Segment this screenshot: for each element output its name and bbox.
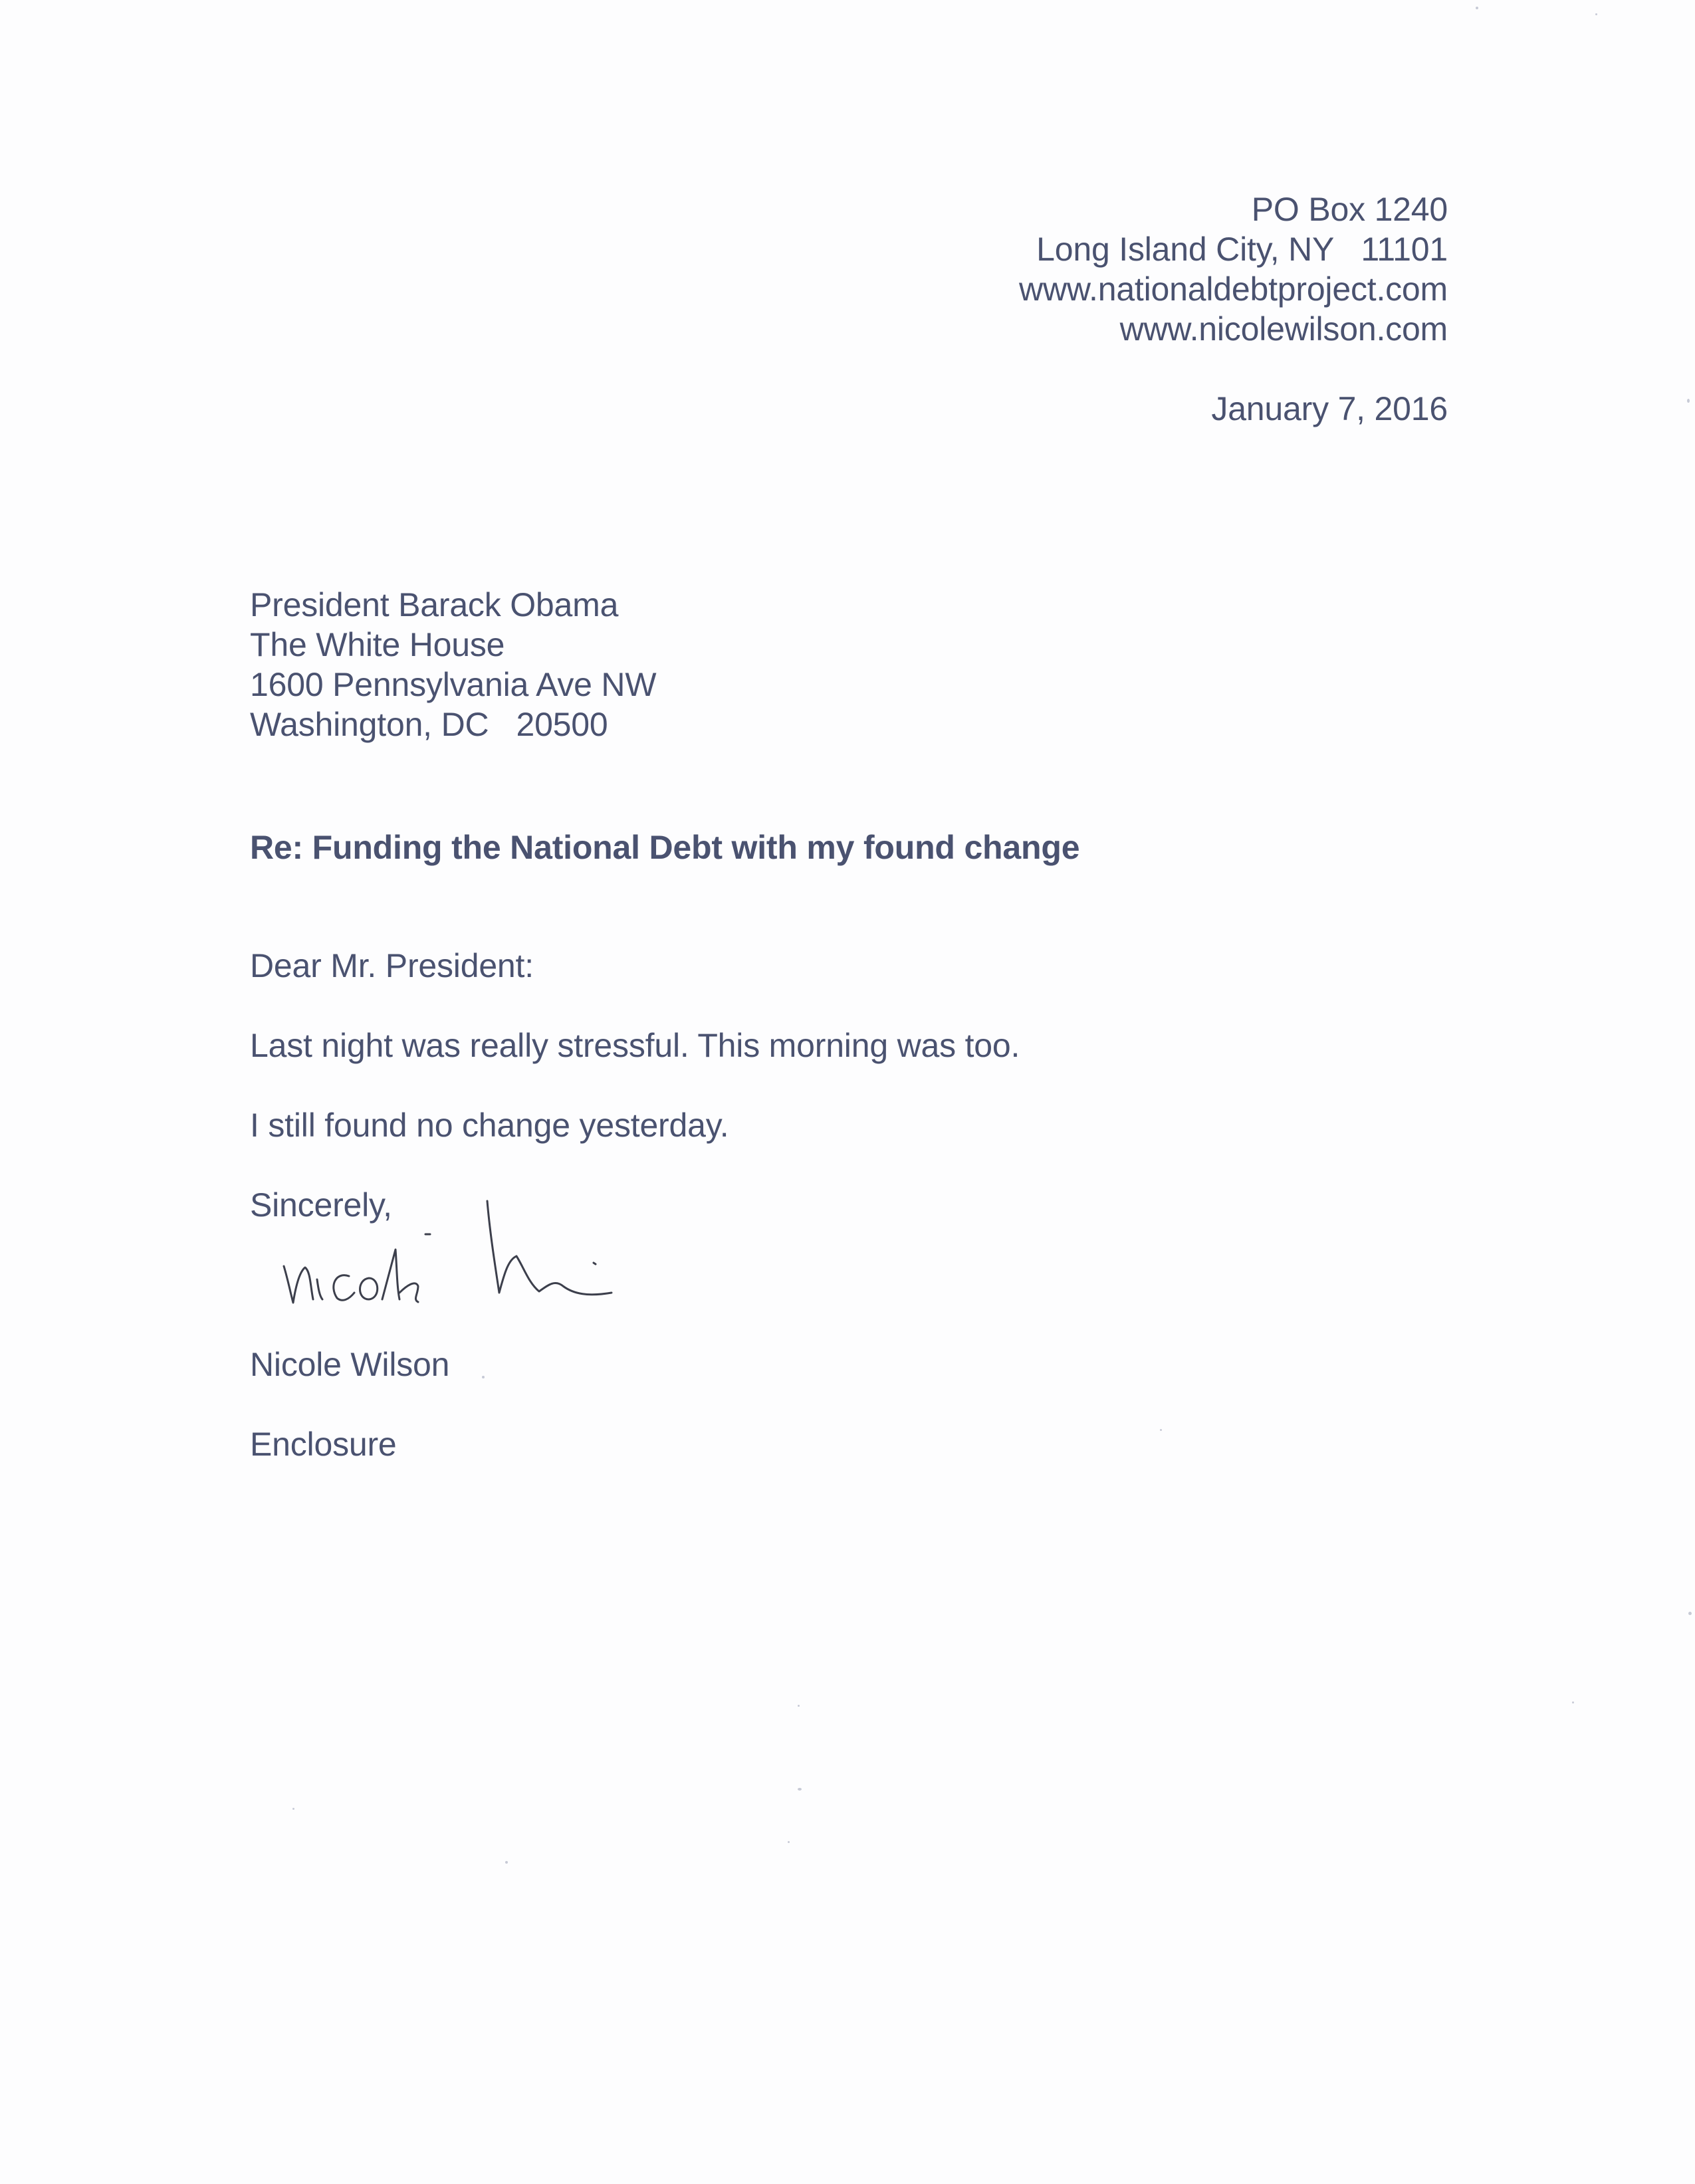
scan-speck bbox=[1572, 1701, 1574, 1703]
body-paragraph-1: Last night was really stressful. This morning was too. bbox=[250, 1027, 1020, 1064]
sender-address-line2: Long Island City, NY 11101 bbox=[1036, 231, 1448, 268]
recipient-city: Washington, DC 20500 bbox=[250, 706, 608, 743]
sender-website-2: www.nicolewilson.com bbox=[1119, 310, 1448, 348]
scan-speck bbox=[798, 1788, 802, 1791]
sender-website-1: www.nationaldebtproject.com bbox=[1019, 271, 1448, 308]
closing: Sincerely, bbox=[250, 1186, 392, 1224]
scan-speck bbox=[798, 1705, 800, 1707]
salutation: Dear Mr. President: bbox=[250, 947, 534, 984]
enclosure-note: Enclosure bbox=[250, 1426, 397, 1463]
scan-speck bbox=[1595, 13, 1597, 15]
recipient-organization: The White House bbox=[250, 626, 505, 663]
scan-speck bbox=[1476, 7, 1478, 9]
scan-speck bbox=[1160, 1429, 1162, 1431]
signer-name: Nicole Wilson bbox=[250, 1346, 450, 1383]
subject-line: Re: Funding the National Debt with my found change bbox=[250, 829, 1080, 866]
scan-speck bbox=[1687, 399, 1690, 403]
handwritten-signature bbox=[276, 1193, 635, 1326]
sender-address-line1: PO Box 1240 bbox=[1251, 191, 1448, 228]
scan-speck bbox=[505, 1861, 508, 1864]
recipient-street: 1600 Pennsylvania Ave NW bbox=[250, 666, 657, 703]
letter-date: January 7, 2016 bbox=[1211, 390, 1448, 427]
scan-speck bbox=[482, 1376, 485, 1378]
body-paragraph-2: I still found no change yesterday. bbox=[250, 1107, 729, 1144]
scan-speck bbox=[788, 1841, 790, 1843]
scan-speck bbox=[292, 1808, 294, 1810]
recipient-name: President Barack Obama bbox=[250, 586, 619, 623]
scan-speck bbox=[1688, 1612, 1692, 1615]
